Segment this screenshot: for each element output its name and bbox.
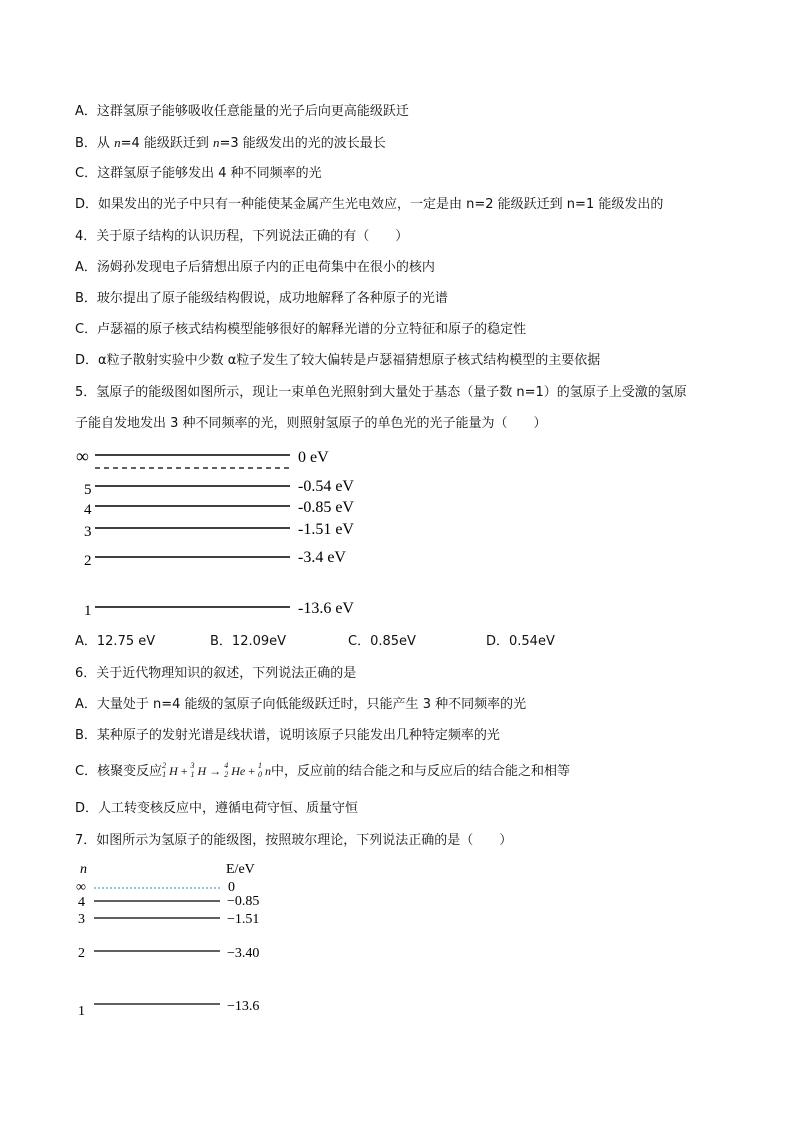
q7-n-label-4: 4: [78, 895, 85, 910]
q7-energy-label-4: −0.85: [227, 894, 260, 909]
q5-energy-label-5: -0.54 eV: [298, 478, 354, 495]
q7-n-label-3: 3: [78, 912, 85, 927]
q3-option-b-n1: n: [114, 135, 121, 150]
q3-option-b-n2: n: [213, 135, 220, 150]
q7-n-axis-label: n: [80, 862, 87, 877]
q5-n-label-2: 2: [84, 553, 92, 569]
q5-energy-label-3: -1.51 eV: [298, 521, 354, 538]
q3-option-a: A．这群氢原子能够吸收任意能量的光子后向更高能级跃迁: [75, 104, 409, 119]
q7-energy-axis-label: E/eV: [226, 862, 255, 877]
q5-option-c: C．0.85eV: [348, 634, 416, 649]
q7-energy-label-2: −3.40: [227, 946, 260, 961]
q6-eq-he-numbers: [224, 762, 231, 780]
q5-option-d: D．0.54eV: [486, 634, 555, 649]
q5-stem-line2: 子能自发地发出 3 种不同频率的光，则照射氢原子的单色光的光子能量为（ ）: [75, 416, 547, 431]
q6-eq-plus-2: +: [245, 764, 258, 778]
q6-eq-he-mass: 4: [224, 761, 229, 770]
q5-option-b: B．12.09eV: [210, 634, 287, 649]
q6-eq-n-symbol: n: [264, 764, 271, 778]
q6-eq-h2-mass: 2: [162, 761, 167, 770]
q7-n-label-2: 2: [78, 946, 85, 961]
q3-option-b-prefix: B．从: [75, 136, 115, 151]
q5-stem-line1: 5．氢原子的能级图如图所示，现让一束单色光照射到大量处于基态（量子数 n=1）的氢原子上受激的氢原: [75, 385, 687, 400]
q5-energy-label-1: -13.6 eV: [298, 600, 354, 617]
q6-eq-h2-symbol: H: [169, 764, 178, 778]
q6-eq-h3-charge: 1: [190, 770, 195, 779]
q6-option-c-prefix: C．核聚变反应: [75, 764, 163, 779]
q6-eq-h3-mass: 3: [190, 761, 195, 770]
q4-stem: 4．关于原子结构的认识历程，下列说法正确的有（ ）: [75, 229, 409, 244]
q6-option-c: [75, 762, 570, 781]
q7-n-label-1: 1: [78, 1004, 85, 1019]
q5-n-label-3: 3: [84, 524, 92, 540]
q3-option-b-mid2: =3 能级发出的光的波长最长: [219, 136, 386, 151]
q3-option-d: D．如果发出的光子中只有一种能使某金属产生光电效应，一定是由 n=2 能级跃迁到 n=1 能级发出的: [75, 197, 664, 212]
q6-stem: 6．关于近代物理知识的叙述，下列说法正确的是: [75, 666, 357, 681]
q6-eq-plus-1: +: [177, 764, 191, 778]
q5-energy-label-2: -3.4 eV: [298, 549, 346, 566]
q6-eq-he-symbol: He: [231, 764, 246, 778]
q6-nuclear-equation: [162, 761, 271, 779]
q4-option-a: A．汤姆孙发现电子后猜想出原子内的正电荷集中在很小的核内: [75, 260, 435, 275]
q5-n-label-1: 1: [84, 603, 92, 619]
q7-energy-label-inf: 0: [228, 880, 235, 895]
q6-eq-arrow: →: [206, 764, 225, 778]
q7-stem: 7．如图所示为氢原子的能级图，按照玻尔理论，下列说法正确的是（ ）: [75, 833, 513, 848]
q5-n-label-inf: ∞: [76, 446, 89, 466]
q7-energy-label-3: −1.51: [227, 912, 260, 927]
q6-eq-h3-numbers: [191, 762, 198, 780]
q5-n-label-5: 5: [84, 482, 92, 498]
q6-eq-n-mass: 1: [257, 761, 262, 770]
q6-eq-he-charge: 2: [224, 770, 229, 779]
q7-n-label-inf: ∞: [76, 880, 86, 895]
q5-energy-label-4: -0.85 eV: [298, 499, 354, 516]
q6-eq-h2-numbers: [162, 762, 169, 780]
q6-option-c-suffix: 中，反应前的结合能之和与反应后的结合能之和相等: [270, 764, 570, 779]
q4-option-b: B．玻尔提出了原子能级结构假说，成功地解释了各种原子的光谱: [75, 291, 448, 306]
q6-option-b: B．某种原子的发射光谱是线状谱，说明该原子只能发出几种特定频率的光: [75, 728, 500, 743]
q5-energy-label-inf: 0 eV: [298, 449, 329, 466]
q4-option-c: C．卢瑟福的原子核式结构模型能够很好的解释光谱的分立特征和原子的稳定性: [75, 322, 527, 337]
q3-option-c: C．这群氢原子能够发出 4 种不同频率的光: [75, 166, 322, 181]
q6-option-a: A．大量处于 n=4 能级的氢原子向低能级跃迁时，只能产生 3 种不同频率的光: [75, 697, 527, 712]
q7-energy-label-1: −13.6: [227, 999, 260, 1014]
q5-option-a: A．12.75 eV: [75, 634, 156, 649]
q3-option-b-mid1: =4 能级跃迁到: [120, 136, 213, 151]
q5-n-label-4: 4: [84, 502, 92, 518]
q6-eq-h2-charge: 1: [162, 770, 167, 779]
q4-option-d: D．α粒子散射实验中少数 α粒子发生了较大偏转是卢瑟福猜想原子核式结构模型的主要依据: [75, 353, 601, 368]
q6-eq-h3-symbol: H: [197, 764, 207, 778]
q6-eq-n-charge: 0: [257, 770, 262, 779]
q6-option-d: D．人工转变核反应中，遵循电荷守恒、质量守恒: [75, 801, 359, 816]
q6-eq-n-numbers: [258, 762, 265, 780]
